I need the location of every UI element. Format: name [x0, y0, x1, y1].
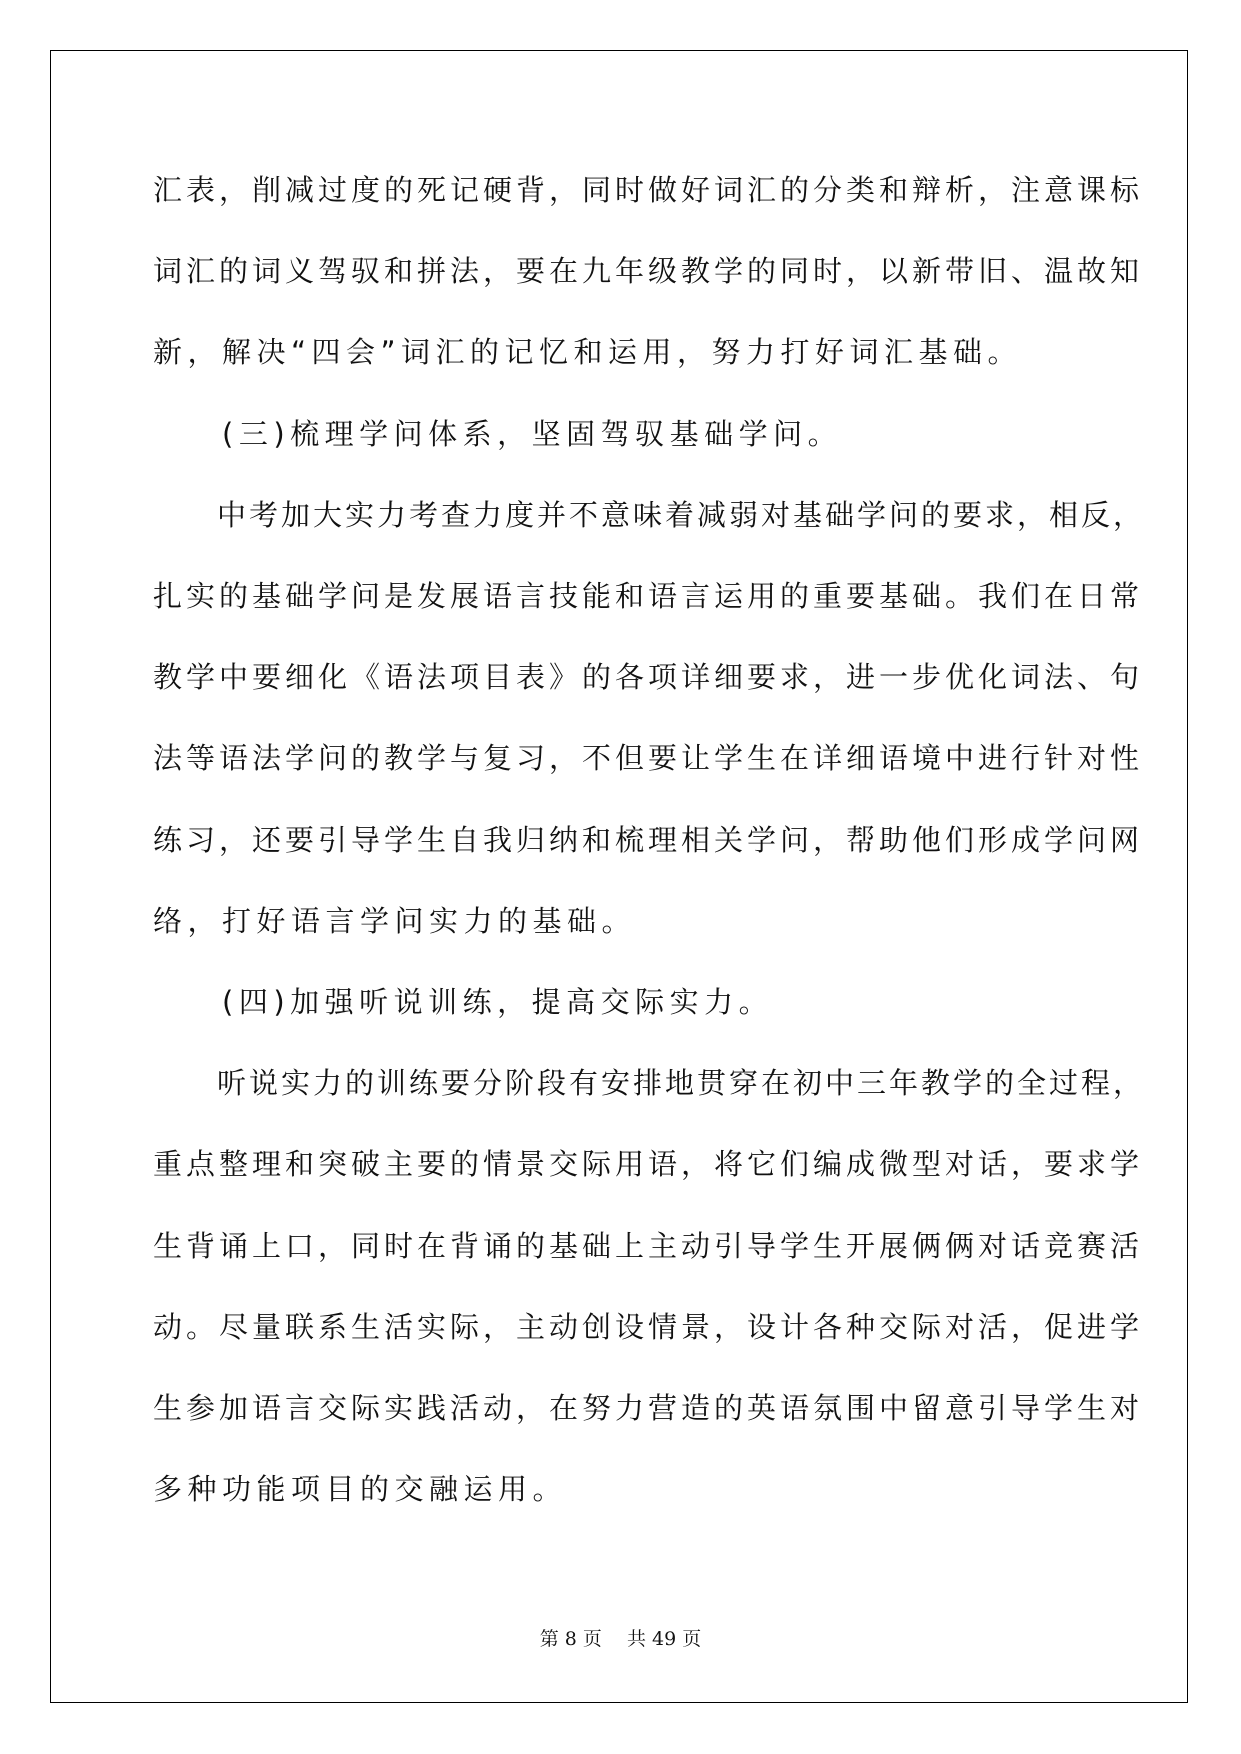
text-line: (三)梳理学问体系，坚固驾驭基础学问。 [153, 416, 843, 451]
text-line: 络，打好语言学问实力的基础。 [153, 903, 637, 938]
text-line: 教学中要细化《语法项目表》的各项详细要求，进一步优化词法、句 [153, 660, 1144, 695]
text-line: 练习，还要引导学生自我归纳和梳理相关学问，帮助他们形成学问网 [153, 822, 1144, 857]
text-line: 新，解决“四会”词汇的记忆和运用，努力打好词汇基础。 [153, 335, 1023, 370]
text-line: 多种功能项目的交融运用。 [153, 1472, 568, 1507]
text-line: 重点整理和突破主要的情景交际用语，将它们编成微型对话，要求学 [153, 1147, 1144, 1182]
text-line: 生背诵上口，同时在背诵的基础上主动引导学生开展俩俩对话竞赛活 [153, 1228, 1144, 1263]
text-line: 法等语法学问的教学与复习，不但要让学生在详细语境中进行针对性 [153, 741, 1144, 776]
text-line: 中考加大实力考查力度并不意味着减弱对基础学问的要求，相反， [153, 497, 1146, 532]
text-line: 词汇的词义驾驭和拼法，要在九年级教学的同时，以新带旧、温故知 [153, 254, 1144, 289]
text-line: 动。尽量联系生活实际，主动创设情景，设计各种交际对活，促进学 [153, 1309, 1144, 1344]
text-line: 汇表，削减过度的死记硬背，同时做好词汇的分类和辩析，注意课标 [153, 173, 1144, 207]
page-border [50, 50, 1188, 1703]
text-line: 生参加语言交际实践活动，在努力营造的英语氛围中留意引导学生对 [153, 1391, 1144, 1425]
text-line: (四)加强听说训练，提高交际实力。 [153, 985, 774, 1019]
page-number-footer: 第 8 页 共 49 页 [539, 1628, 702, 1650]
text-line: 听说实力的训练要分阶段有安排地贯穿在初中三年教学的全过程， [153, 1066, 1146, 1101]
text-line: 扎实的基础学问是发展语言技能和语言运用的重要基础。我们在日常 [153, 579, 1144, 613]
